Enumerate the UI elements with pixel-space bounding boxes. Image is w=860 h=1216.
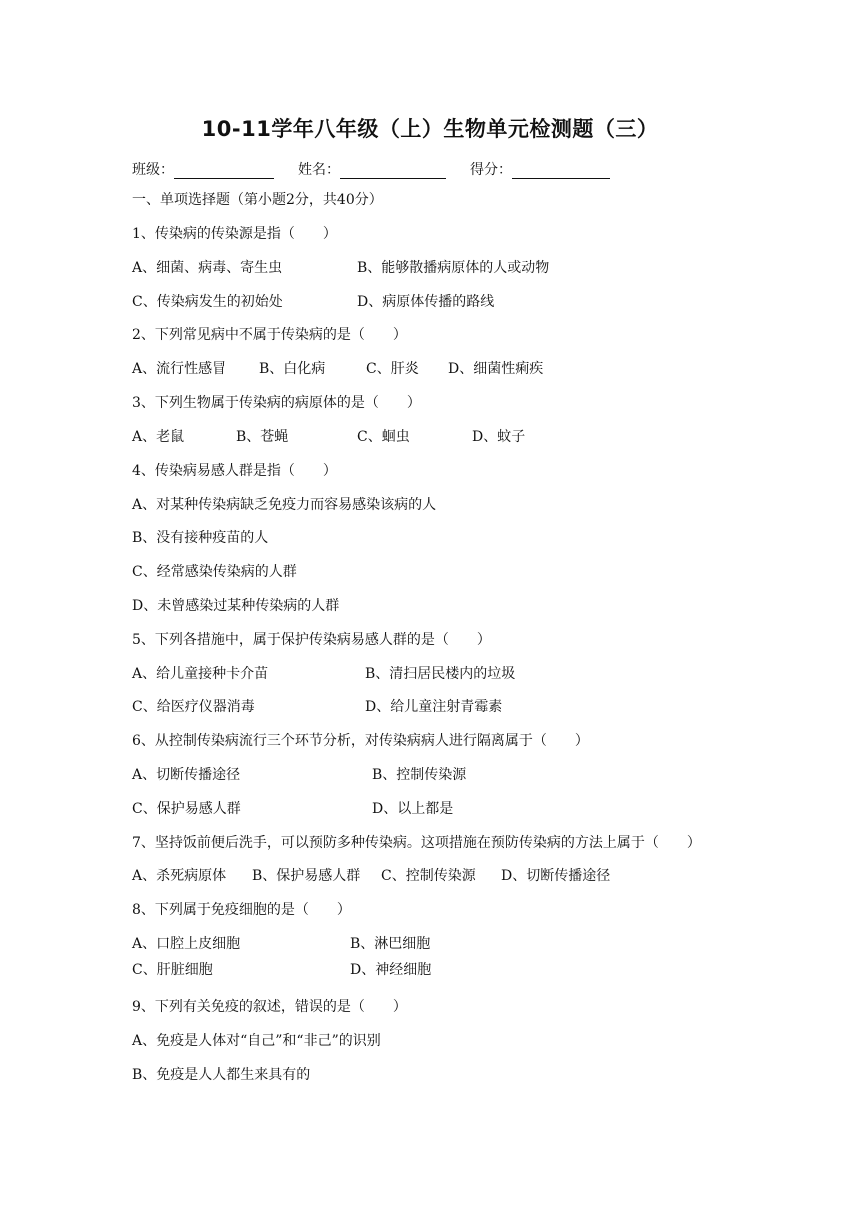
option-d: D、切断传播途径 xyxy=(501,868,611,884)
name-blank xyxy=(340,160,446,179)
option-c: C、肝炎 xyxy=(366,361,419,377)
option-b: B、白化病 xyxy=(259,361,326,377)
class-blank xyxy=(174,160,274,179)
option-c: C、保护易感人群 xyxy=(132,801,241,817)
option-a: A、给儿童接种卡介苗 xyxy=(132,666,269,682)
option-a: A、细菌、病毒、寄生虫 xyxy=(132,260,283,276)
question-stem: 5、下列各措施中，属于保护传染病易感人群的是（ ） xyxy=(132,632,491,648)
option-b: B、免疫是人人都生来具有的 xyxy=(132,1067,311,1083)
option-d: D、神经细胞 xyxy=(350,962,432,978)
option-b: B、苍蝇 xyxy=(236,429,289,445)
option-c: C、给医疗仪器消毒 xyxy=(132,699,255,715)
option-a: A、对某种传染病缺乏免疫力而容易感染该病的人 xyxy=(132,497,437,513)
option-d: D、给儿童注射青霉素 xyxy=(365,699,503,715)
option-a: A、流行性感冒 xyxy=(132,361,227,377)
question-stem: 6、从控制传染病流行三个环节分析，对传染病病人进行隔离属于（ ） xyxy=(132,733,589,749)
option-a: A、杀死病原体 xyxy=(132,868,227,884)
question-stem: 3、下列生物属于传染病的病原体的是（ ） xyxy=(132,395,421,411)
question-stem: 1、传染病的传染源是指（ ） xyxy=(132,226,337,242)
score-blank xyxy=(512,160,610,179)
question-stem: 7、坚持饭前便后洗手，可以预防多种传染病。这项措施在预防传染病的方法上属于（ ） xyxy=(132,835,701,851)
question-stem: 8、下列属于免疫细胞的是（ ） xyxy=(132,902,351,918)
option-c: C、经常感染传染病的人群 xyxy=(132,564,297,580)
option-d: D、未曾感染过某种传染病的人群 xyxy=(132,598,340,614)
option-a: A、切断传播途径 xyxy=(132,767,241,783)
option-d: D、蚊子 xyxy=(472,429,526,445)
option-a: A、口腔上皮细胞 xyxy=(132,936,241,952)
option-b: B、淋巴细胞 xyxy=(350,936,431,952)
option-a: A、老鼠 xyxy=(132,429,185,445)
header-fields xyxy=(132,157,610,179)
question-stem: 4、传染病易感人群是指（ ） xyxy=(132,463,337,479)
option-d: D、以上都是 xyxy=(372,801,454,817)
option-b: B、能够散播病原体的人或动物 xyxy=(357,260,550,276)
option-c: C、传染病发生的初始处 xyxy=(132,294,283,310)
option-c: C、控制传染源 xyxy=(381,868,476,884)
score-label: 得分： xyxy=(470,162,512,178)
section-heading: 一、单项选择题（第小题2分，共40分） xyxy=(132,192,383,208)
option-c: C、肝脏细胞 xyxy=(132,962,213,978)
option-b: B、控制传染源 xyxy=(372,767,467,783)
question-stem: 9、下列有关免疫的叙述，错误的是（ ） xyxy=(132,999,407,1015)
option-b: B、没有接种疫苗的人 xyxy=(132,530,269,546)
option-a: A、免疫是人体对“自己”和“非己”的识别 xyxy=(132,1033,381,1049)
option-d: D、病原体传播的路线 xyxy=(357,294,495,310)
page-title: 10-11学年八年级（上）生物单元检测题（三） xyxy=(201,117,659,141)
option-d: D、细菌性痢疾 xyxy=(448,361,544,377)
option-b: B、保护易感人群 xyxy=(252,868,361,884)
class-label: 班级： xyxy=(132,162,174,178)
question-stem: 2、下列常见病中不属于传染病的是（ ） xyxy=(132,327,407,343)
option-b: B、清扫居民楼内的垃圾 xyxy=(365,666,516,682)
name-label: 姓名： xyxy=(298,162,340,178)
option-c: C、蛔虫 xyxy=(357,429,410,445)
